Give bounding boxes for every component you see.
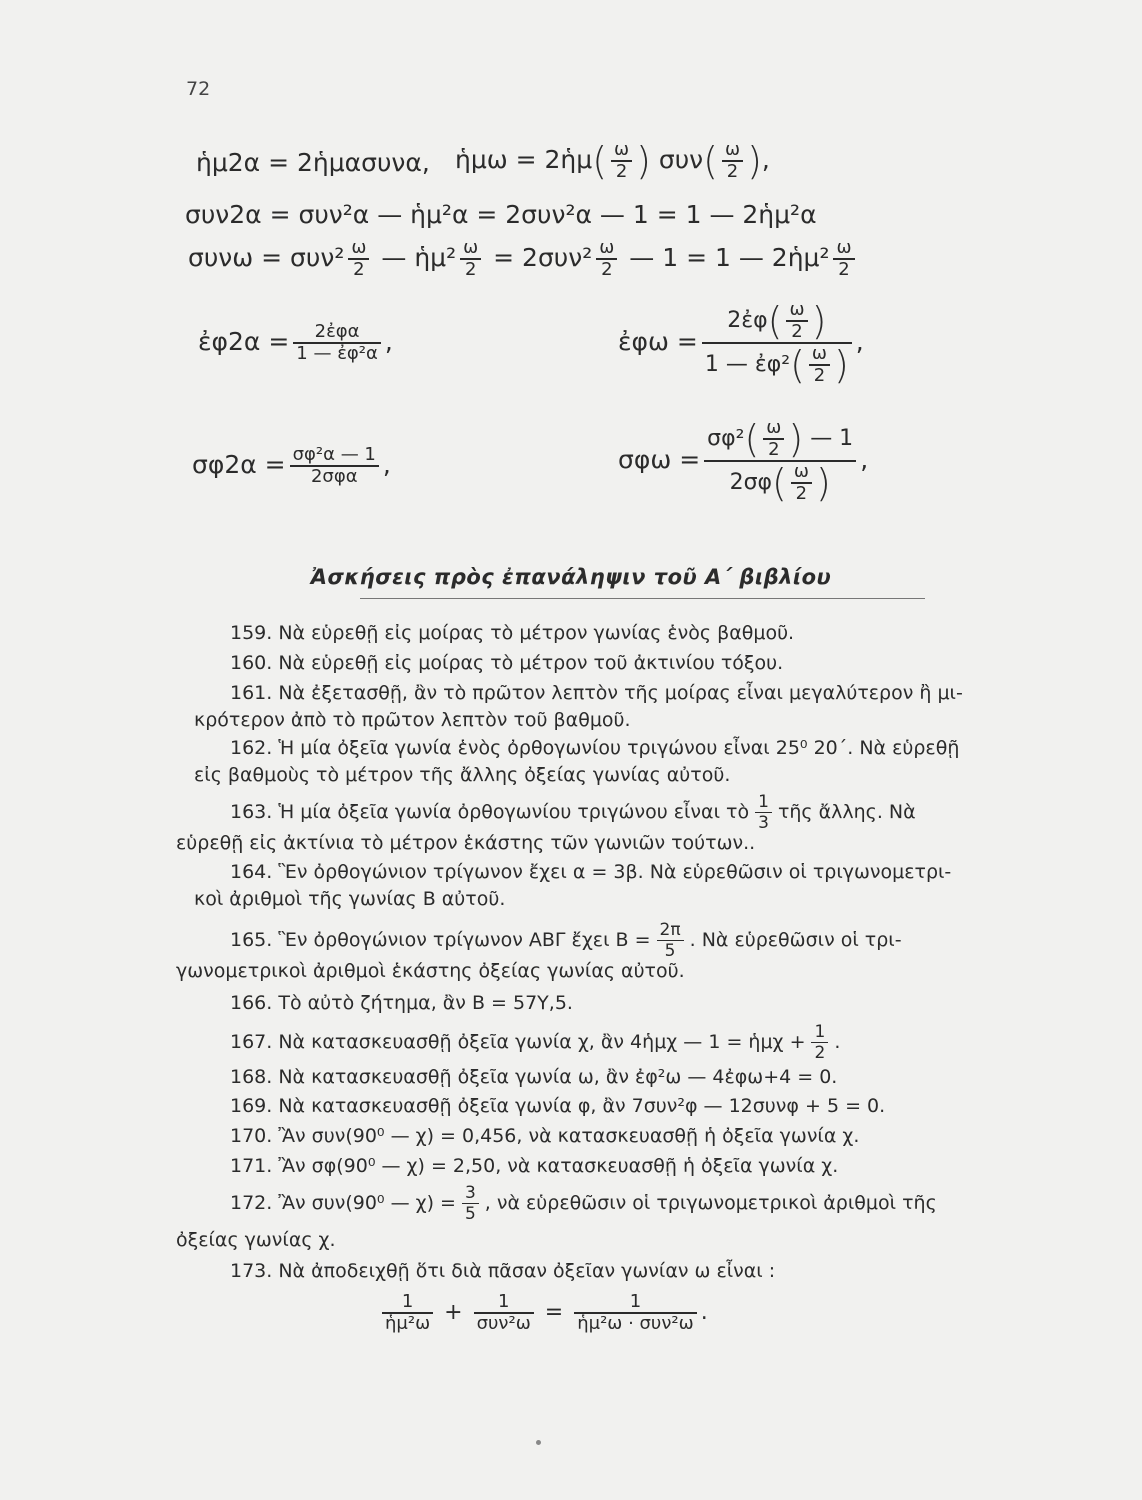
exercise-164-line1: 164. Ἓν ὀρθογώνιον τρίγωνον ἔχει α = 3β. Νὰ εὑρεθῶσιν οἱ τριγωνομετρι-	[230, 861, 952, 883]
exercise-172-line1: 172. Ἂν συν(90⁰ — χ) = $\frac{3}{5}$ , νὰ εὑρεθῶσιν οἱ τριγωνομετρικοὶ ἀριθμοὶ τῆς	[230, 1183, 937, 1224]
exercise-165-line1: 165. Ἓν ὀρθογώνιον τρίγωνον ΑΒΓ ἔχει Β = $\frac{2\pi}{5}$ . Νὰ εὑρεθῶσιν οἱ τρι-	[230, 920, 902, 961]
exercise-162-line2: εἰς βαθμοὺς τὸ μέτρον τῆς ἄλλης ὀξείας γωνίας αὐτοῦ.	[194, 764, 731, 786]
page-number: 72	[186, 78, 211, 100]
formula-cos-double: συν2α = συν²α — ἡμ²α = 2συν²α — 1 = 1 — 2ἡμ²α	[185, 200, 817, 229]
exercise-165-line2: γωνομετρικοὶ ἀριθμοὶ ἑκάστης ὀξείας γωνίας αὐτοῦ.	[176, 960, 685, 982]
exercise-171: 171. Ἂν σφ(90⁰ — χ) = 2,50, νὰ κατασκευασθῇ ἡ ὀξεῖα γωνία χ.	[230, 1155, 839, 1177]
stray-mark	[536, 1440, 541, 1445]
exercise-164-line2: κοὶ ἀριθμοὶ τῆς γωνίας Β αὐτοῦ.	[194, 888, 506, 910]
exercise-172-line2: ὀξείας γωνίας χ.	[176, 1229, 336, 1251]
formula-cot-double: σφ2α = $\frac{\text{σφ²α — 1}}{\text{2σφα}}$ ,	[192, 444, 391, 487]
exercise-170: 170. Ἂν συν(90⁰ — χ) = 0,456, νὰ κατασκευασθῇ ἡ ὀξεῖα γωνία χ.	[230, 1125, 860, 1147]
exercise-159: 159. Νὰ εὑρεθῇ εἰς μοίρας τὸ μέτρον γωνίας ἑνὸς βαθμοῦ.	[230, 622, 795, 644]
exercise-173: 173. Νὰ ἀποδειχθῇ ὅτι διὰ πᾶσαν ὀξεῖαν γωνίαν ω εἶναι :	[230, 1260, 776, 1282]
exercise-162-line1: 162. Ἡ μία ὀξεῖα γωνία ἑνὸς ὀρθογωνίου τριγώνου εἶναι 25⁰ 20΄. Νὰ εὑρεθῇ	[230, 737, 960, 759]
exercise-161-line2: κρότερον ἀπὸ τὸ πρῶτον λεπτὸν τοῦ βαθμοῦ.	[194, 709, 631, 731]
section-heading: Ἀσκήσεις πρὸς ἐπανάληψιν τοῦ Α΄ βιβλίου	[310, 565, 832, 589]
formula-sin-omega: ἡμω = 2ἡμ( $\frac{\omega}{2}$ ) συν( $\frac{\omega}{2}$ ),	[455, 139, 770, 183]
exercise-167: 167. Νὰ κατασκευασθῇ ὀξεῖα γωνία χ, ἂν 4ἡμχ — 1 = ἡμχ + $\frac{1}{2}$ .	[230, 1022, 841, 1063]
heading-underline	[360, 598, 925, 599]
formula-cot-omega: σφω = σφ²( $\frac{\omega}{2}$ ) — 1 2σφ( $\frac{\omega}{2}$ ) ,	[618, 417, 869, 505]
formula-sin-double: ἡμ2α = 2ἡμασυνα,	[196, 148, 430, 177]
exercise-166: 166. Τὸ αὐτὸ ζήτημα, ἂν Β = 57Υ,5.	[230, 992, 573, 1014]
final-identity: $\frac{1}{\text{ἡμ²ω}}$ + $\frac{1}{\text{συν²ω}}$ = $\frac{1}{\text{ἡμ²ω · συν²ω}}$ .	[378, 1292, 708, 1334]
exercise-161-line1: 161. Νὰ ἐξετασθῇ, ἂν τὸ πρῶτον λεπτὸν τῆς μοίρας εἶναι μεγαλύτερον ἢ μι-	[230, 682, 963, 704]
exercise-169: 169. Νὰ κατασκευασθῇ ὀξεῖα γωνία φ, ἂν 7συν²φ — 12συνφ + 5 = 0.	[230, 1095, 886, 1117]
exercise-163-line2: εὑρεθῇ εἰς ἀκτίνια τὸ μέτρον ἑκάστης τῶν γωνιῶν τούτων..	[176, 832, 756, 854]
exercise-160: 160. Νὰ εὑρεθῇ εἰς μοίρας τὸ μέτρον τοῦ ἀκτινίου τόξου.	[230, 652, 784, 674]
formula-tan-omega: ἐφω = 2ἐφ( $\frac{\omega}{2}$ ) 1 — ἐφ²( $\frac{\omega}{2}$ ) ,	[618, 299, 864, 387]
formula-cos-omega: συνω = συν² $\frac{\omega}{2}$ — ἡμ² $\frac{\omega}{2}$ = 2συν² $\frac{\omega}{2}$ — 1 = 1 — 2ἡμ² $\frac{\omega}{2}$	[188, 238, 859, 280]
formula-tan-double: ἐφ2α = $\frac{\text{2ἐφα}}{\text{1 — ἐφ²α}}$ ,	[198, 321, 393, 364]
exercise-163-line1: 163. Ἡ μία ὀξεῖα γωνία ὀρθογωνίου τριγώνου εἶναι τὸ $\frac{1}{3}$ τῆς ἄλλης. Νὰ	[230, 792, 916, 833]
exercise-168: 168. Νὰ κατασκευασθῇ ὀξεῖα γωνία ω, ἂν ἐφ²ω — 4ἐφω+4 = 0.	[230, 1066, 838, 1088]
